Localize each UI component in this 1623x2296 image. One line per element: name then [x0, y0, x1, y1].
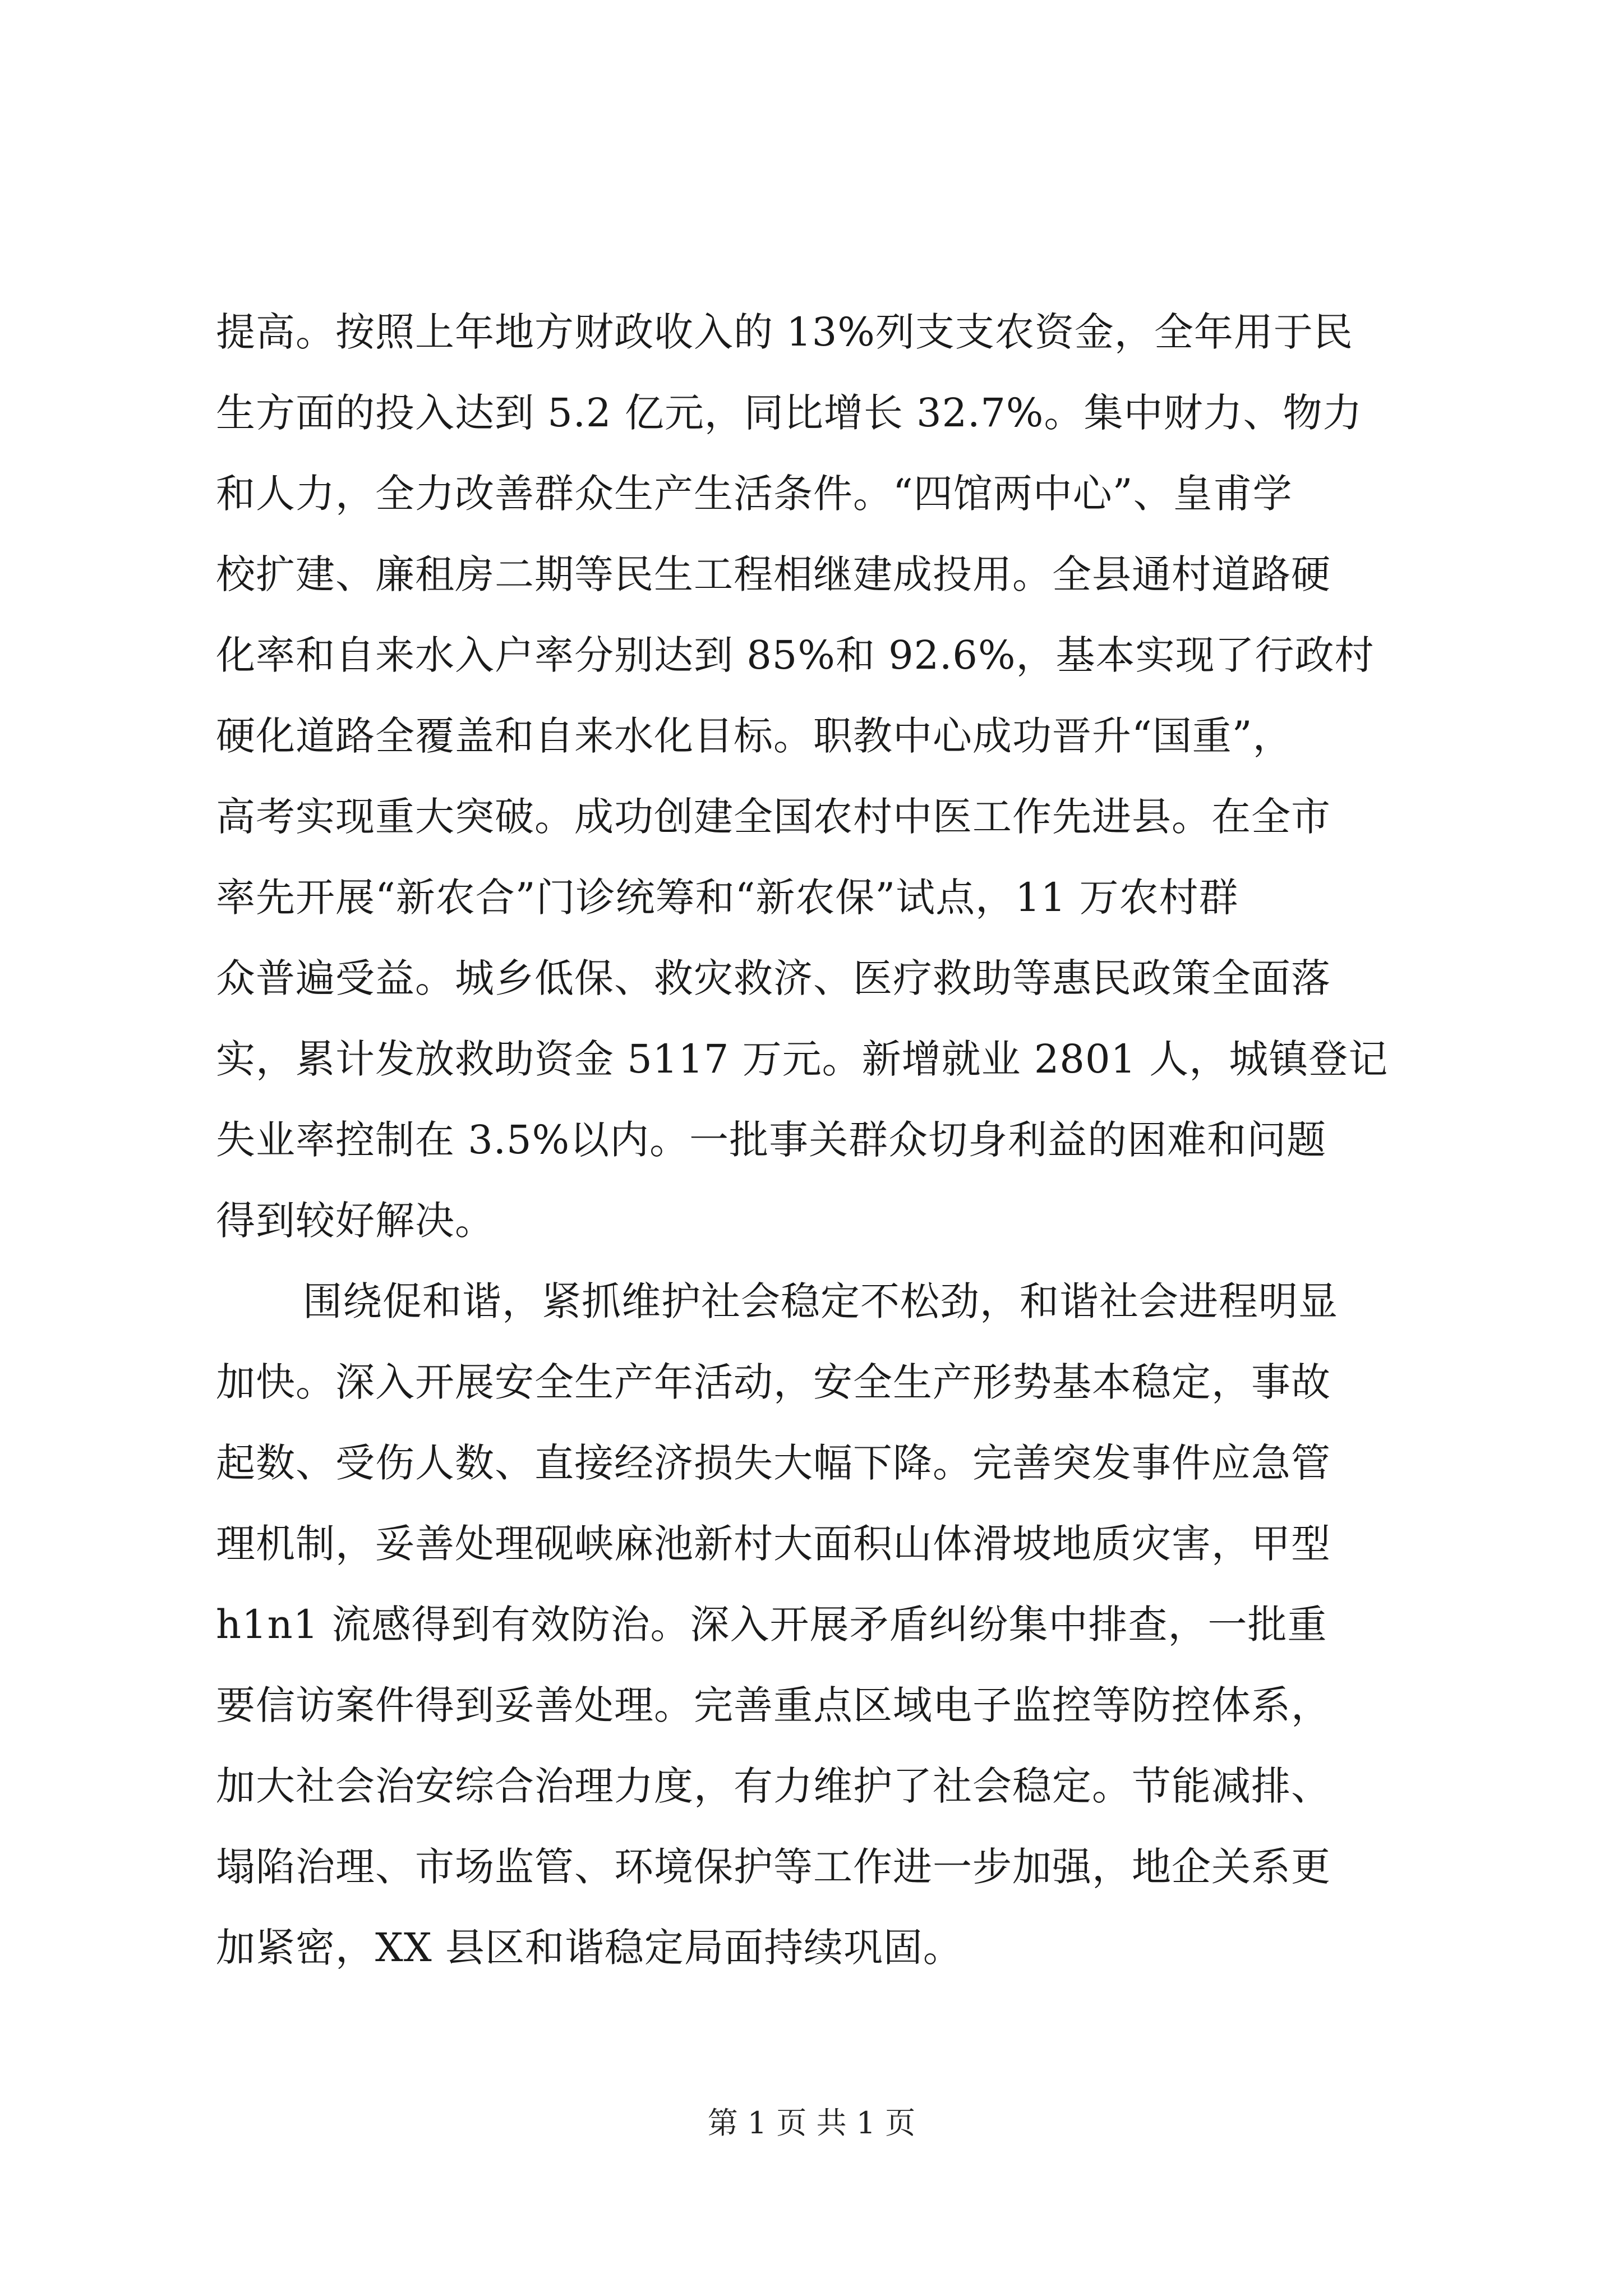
text-line: 实，累计发放救助资金 5117 万元。新增就业 2801 人，城镇登记 — [216, 1036, 1389, 1082]
text-line: 生方面的投入达到 5.2 亿元，同比增长 32.7%。集中财力、物力 — [216, 390, 1363, 436]
text-line: 加快。深入开展安全生产年活动，安全生产形势基本稳定，事故 — [216, 1359, 1331, 1405]
text-line: 化率和自来水入户率分别达到 85%和 92.6%，基本实现了行政村 — [216, 632, 1375, 678]
text-line: 提高。按照上年地方财政收入的 13%列支支农资金，全年用于民 — [216, 309, 1353, 355]
text-line: 校扩建、廉租房二期等民生工程相继建成投用。全县通村道路硬 — [216, 551, 1331, 597]
text-line: 塌陷治理、市场监管、环境保护等工作进一步加强，地企关系更 — [216, 1844, 1331, 1890]
paragraph — [216, 1261, 1427, 1988]
paragraph — [216, 292, 1427, 1261]
text-line: 理机制，妥善处理砚峡麻池新村大面积山体滑坡地质灾害，甲型 — [216, 1521, 1331, 1567]
page-number-label: 第 1 页 共 1 页 — [707, 2105, 916, 2141]
text-line: 起数、受伤人数、直接经济损失大幅下降。完善突发事件应急管 — [216, 1440, 1331, 1486]
text-line: 率先开展“新农合”门诊统筹和“新农保”试点，11 万农村群 — [216, 875, 1239, 921]
text-line: h1n1 流感得到有效防治。深入开展矛盾纠纷集中排查，一批重 — [216, 1602, 1327, 1648]
page-footer — [0, 2101, 1623, 2146]
text-line: 失业率控制在 3.5%以内。一批事关群众切身利益的困难和问题 — [216, 1117, 1327, 1163]
text-line: 和人力，全力改善群众生产生活条件。“四馆两中心”、皇甫学 — [216, 471, 1293, 517]
text-line: 得到较好解决。 — [216, 1198, 495, 1244]
text-line: 加大社会治安综合治理力度，有力维护了社会稳定。节能减排、 — [216, 1763, 1331, 1809]
text-line: 高考实现重大突破。成功创建全国农村中医工作先进县。在全市 — [216, 794, 1331, 840]
text-line: 加紧密，XX 县区和谐稳定局面持续巩固。 — [216, 1925, 963, 1971]
text-line: 众普遍受益。城乡低保、救灾救济、医疗救助等惠民政策全面落 — [216, 955, 1331, 1001]
text-line: 要信访案件得到妥善处理。完善重点区域电子监控等防控体系， — [216, 1682, 1331, 1728]
document-body — [216, 292, 1427, 1988]
text-line: 硬化道路全覆盖和自来水化目标。职教中心成功晋升“国重”， — [216, 713, 1293, 759]
text-line: 围绕促和谐，紧抓维护社会稳定不松劲，和谐社会进程明显 — [303, 1278, 1338, 1324]
